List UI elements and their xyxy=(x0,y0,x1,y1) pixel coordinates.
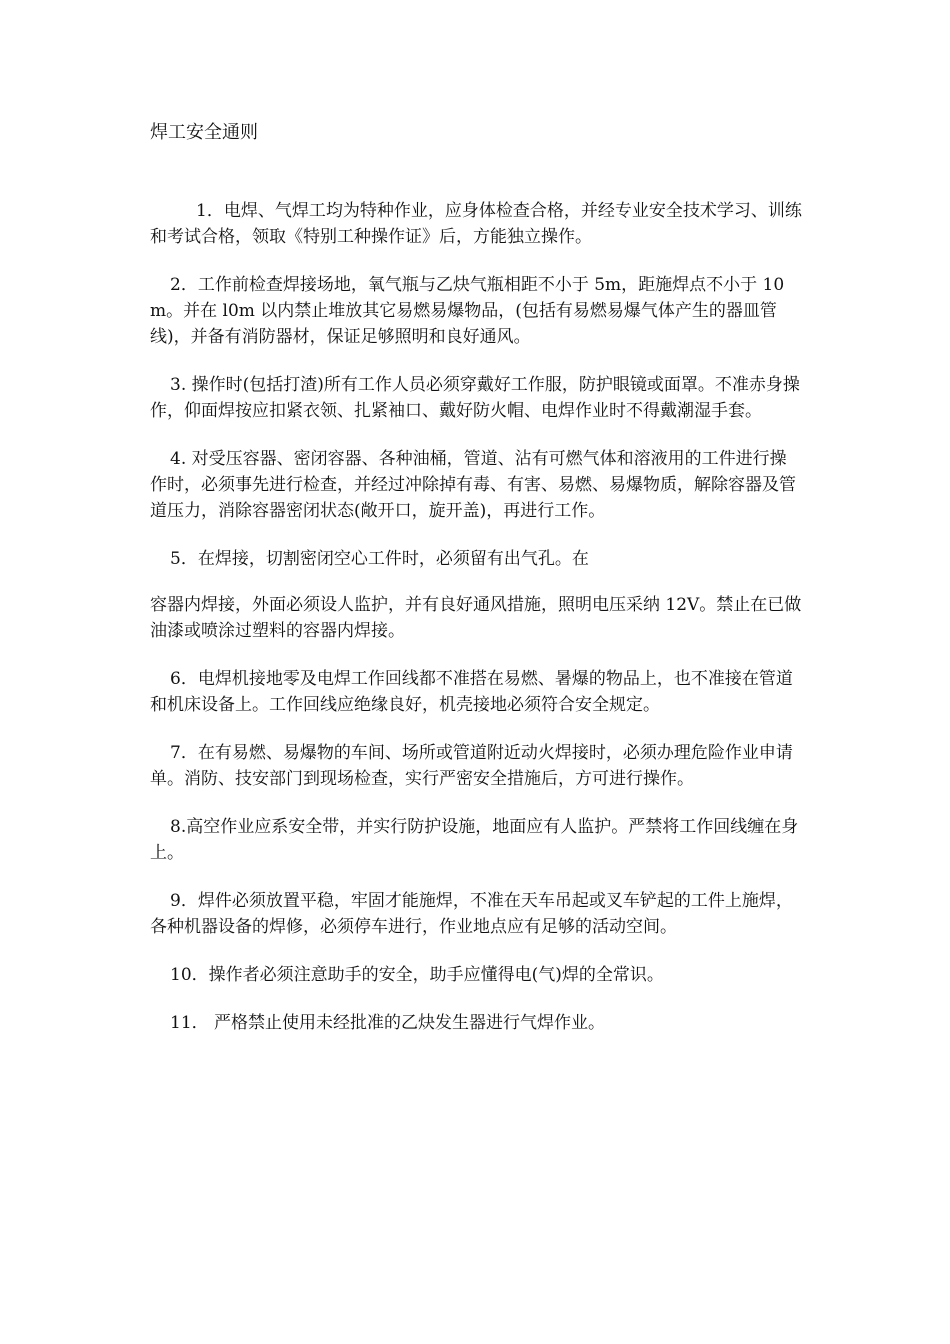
rule-paragraph-2: 2．工作前检查焊接场地，氧气瓶与乙炔气瓶相距不小于 5m，距施焊点不小于 10m。并在 l0m 以内禁止堆放其它易燃易爆物品，(包括有易燃易爆气体产生的器皿管线)，并备有消防器材，保证足够照明和良好通风。 xyxy=(150,275,785,347)
rule-paragraph-11: 11． 严格禁止使用未经批准的乙炔发生器进行气焊作业。 xyxy=(170,1013,606,1033)
rule-paragraph-3: 3. 操作时(包括打渣)所有工作人员必须穿戴好工作服，防护眼镜或面罩。不准赤身操作，仰面焊按应扣紧衣领、扎紧袖口、戴好防火帽、电焊作业时不得戴潮湿手套。 xyxy=(150,375,800,421)
rule-paragraph-6: 6．电焊机接地零及电焊工作回线都不准搭在易燃、暑爆的物品上，也不准接在管道和机床设备上。工作回线应绝缘良好，机壳接地必须符合安全规定。 xyxy=(150,669,793,715)
rule-paragraph-7: 7．在有易燃、易爆物的车间、场所或管道附近动火焊接时，必须办理危险作业申请单。消防、技安部门到现场检查，实行严密安全措施后，方可进行操作。 xyxy=(150,743,793,789)
rule-paragraph-5-continued: 容器内焊接，外面必须设人监护，并有良好通风措施，照明电压采纳 12V。禁止在已做油漆或喷涂过塑料的容器内焊接。 xyxy=(150,595,802,641)
rule-paragraph-1: 1．电焊、气焊工均为特种作业，应身体检查合格，并经专业安全技术学习、训练和考试合格，领取《特别工种操作证》后，方能独立操作。 xyxy=(150,201,802,247)
document-title: 焊工安全通则 xyxy=(150,122,258,143)
rule-paragraph-9: 9．焊件必须放置平稳，牢固才能施焊，不准在天车吊起或叉车铲起的工件上施焊，各种机器设备的焊修，必须停车进行，作业地点应有足够的活动空间。 xyxy=(150,891,793,937)
rule-paragraph-5: 5．在焊接，切割密闭空心工件时，必须留有出气孔。在 xyxy=(170,549,589,569)
rule-paragraph-10: 10．操作者必须注意助手的安全，助手应懂得电(气)焊的全常识。 xyxy=(170,965,664,985)
rule-paragraph-8: 8.高空作业应系安全带，并实行防护设施，地面应有人监护。严禁将工作回线缠在身上。 xyxy=(150,817,799,863)
rule-paragraph-4: 4. 对受压容器、密闭容器、各种油桶，管道、沾有可燃气体和溶液用的工件进行操作时，必须事先进行检查，并经过冲除掉有毒、有害、易燃、易爆物质，解除容器及管道压力，消除容器密闭状态(敞开口，旋开盖)，再进行工作。 xyxy=(150,449,796,521)
document-body xyxy=(150,120,802,1058)
